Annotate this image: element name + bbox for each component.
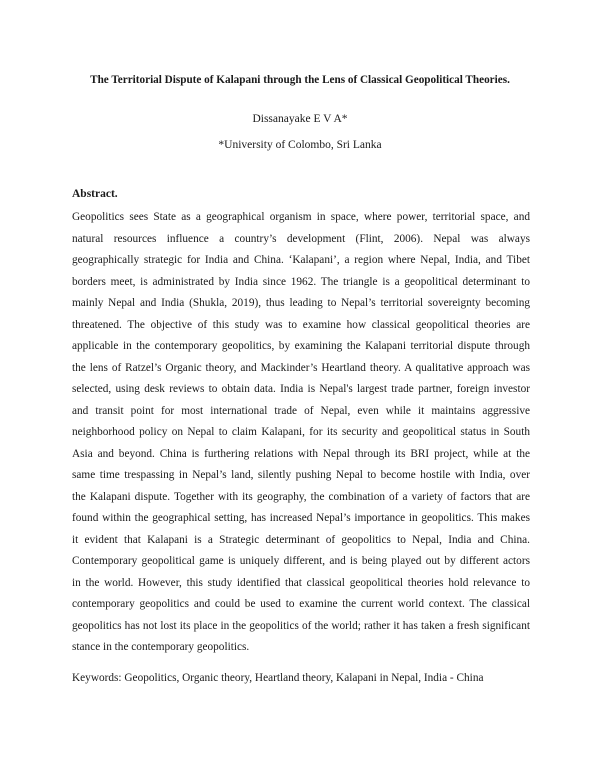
abstract-line: stance in the contemporary geopolitics. (72, 641, 250, 653)
abstract-line: in the world. However, this study identified that classical geopolitical theories hold relevance to (72, 576, 530, 589)
abstract-line: it evident that Kalapani is a Strategic determinant of geopolitics to Nepal, India and China. (72, 533, 530, 546)
abstract-line: threatened. The objective of this study was to examine how classical geopolitical theories are (72, 318, 530, 331)
abstract-line: mainly Nepal and India (Shukla, 2019), thus leading to Nepal’s territorial sovereignty becoming (72, 297, 530, 309)
abstract-line: Contemporary geopolitical game is uniquely different, and is being played out by different actors (72, 555, 530, 567)
author-name: Dissanayake E V A* (252, 113, 348, 125)
abstract-line: the Kalapani dispute. Together with its geography, the combination of a variety of factors that are (72, 490, 530, 503)
abstract-line: natural resources influence a country’s development (Flint, 2006). Nepal was always (72, 232, 530, 245)
abstract-line: same time trespassing in Nepal’s land, silently pushing Nepal to become hostile with India, over (72, 469, 530, 481)
abstract-line: Geopolitics sees State as a geographical organism in space, where power, territorial space, and (72, 211, 530, 223)
abstract-line: applicable in the contemporary geopolitics, by examining the Kalapani territorial dispute through (72, 340, 530, 352)
paper-title: The Territorial Dispute of Kalapani through the Lens of Classical Geopolitical Theories. (90, 74, 510, 86)
author-affiliation: *University of Colombo, Sri Lanka (218, 139, 382, 151)
abstract-line: geographically strategic for India and China. ‘Kalapani’, a region where Nepal, India, and Tibet (72, 254, 530, 266)
abstract-line: the lens of Ratzel’s Organic theory, and Mackinder’s Heartland theory. A qualitative approach was (72, 361, 530, 374)
abstract-heading: Abstract. (72, 188, 118, 200)
abstract-line: and transit point for most international trade of Nepal, even while it maintains aggressive (72, 404, 530, 417)
abstract-line: Asia and beyond. China is furthering relations with Nepal through its BRI project, while at the (72, 447, 530, 460)
abstract-line: neighborhood policy on Nepal to claim Kalapani, for its security and geopolitical status in South (72, 426, 530, 438)
abstract-line: selected, using desk reviews to obtain data. India is Nepal's largest trade partner, foreign investor (72, 383, 530, 395)
abstract-line: found within the geographical setting, has increased Nepal’s importance in geopolitics. This makes (72, 512, 530, 524)
abstract-line: geopolitics has not lost its place in the geopolitics of the world; rather it has taken a fresh significant (72, 619, 530, 632)
keywords: Keywords: Geopolitics, Organic theory, Heartland theory, Kalapani in Nepal, India - China (72, 672, 484, 684)
abstract-body (72, 207, 530, 659)
abstract-line: borders meet, is administrated by India since 1962. The triangle is a geopolitical determinant to (72, 275, 530, 288)
abstract-line: contemporary geopolitics and could be used to examine the current world context. The classical (72, 598, 530, 610)
